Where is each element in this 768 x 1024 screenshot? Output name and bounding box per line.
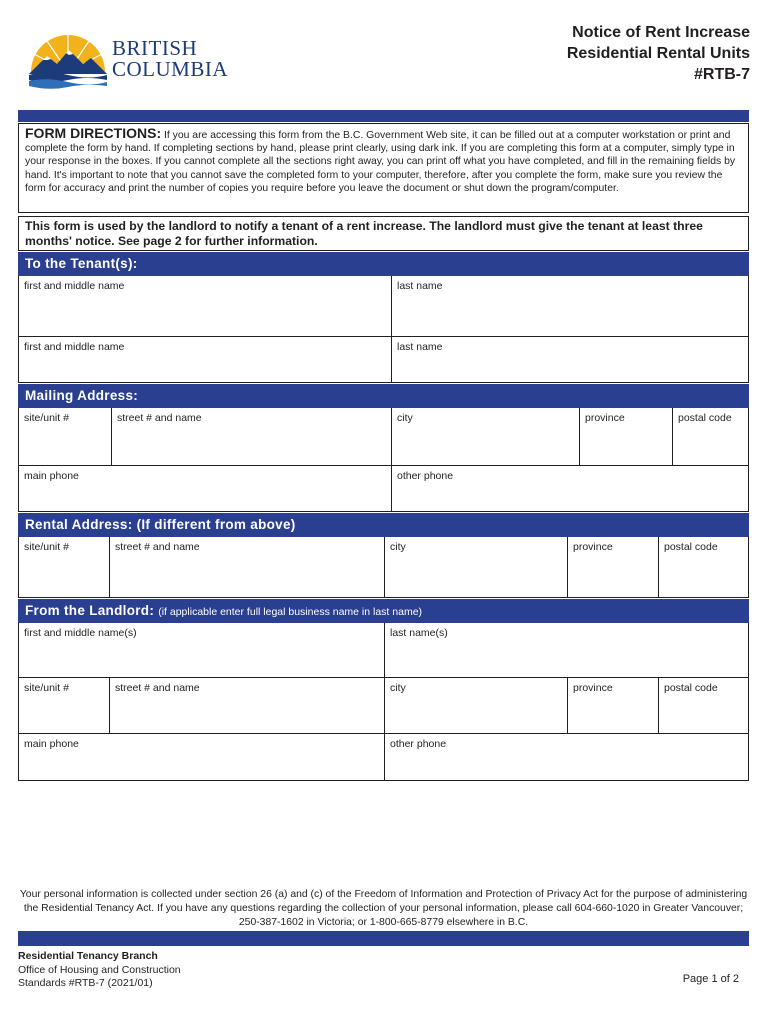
mailing-city-field[interactable] — [392, 408, 580, 465]
field-label: postal code — [678, 412, 732, 424]
logo-line-1: BRITISH — [112, 36, 198, 60]
tenant-1-first-middle-name-field[interactable] — [19, 276, 392, 336]
form-purpose-notice: This form is used by the landlord to notify a tenant of a rent increase. The landlord must give the tenant at least three months' notice. See page 2 for further information. — [18, 216, 749, 251]
mailing-site-unit-field[interactable] — [19, 408, 112, 465]
landlord-city-field[interactable] — [385, 678, 568, 733]
mailing-grid — [18, 408, 749, 512]
field-label: last name — [397, 280, 443, 292]
mailing-phone-row — [19, 466, 748, 512]
mailing-main-phone-field[interactable] — [19, 466, 392, 512]
tenant-2-last-name-field[interactable] — [392, 337, 748, 383]
landlord-postal-code-field[interactable] — [659, 678, 748, 733]
field-label: street # and name — [117, 412, 202, 424]
mailing-postal-code-field[interactable] — [673, 408, 748, 465]
field-label: province — [573, 541, 613, 553]
field-label: last name — [397, 341, 443, 353]
field-label: last name(s) — [390, 627, 448, 639]
field-label: city — [390, 682, 406, 694]
bottom-divider-bar — [18, 931, 749, 946]
rental-province-field[interactable] — [568, 537, 659, 598]
bc-logo — [25, 28, 265, 98]
privacy-statement: Your personal information is collected under section 26 (a) and (c) of the Freedom of Information and Protection of Privacy Act for the purpose of administering the Residential Tenancy Act. If you have any questions regarding the collection of your personal information, please call 604-660-1020 in Greater Vancouver; 250-387-1602 in Victoria; or 1-800-665-8779 elsewhere in B.C. — [19, 889, 748, 928]
title-line-1: Notice of Rent Increase — [572, 24, 750, 41]
rental-street-field[interactable] — [110, 537, 385, 598]
field-label: first and middle name(s) — [24, 627, 137, 639]
field-label: province — [585, 412, 625, 424]
mailing-other-phone-field[interactable] — [392, 466, 748, 512]
footer-info — [18, 950, 181, 991]
tenant-2-row — [19, 337, 748, 383]
field-label: first and middle name — [24, 341, 125, 353]
mailing-section-header — [18, 384, 749, 408]
landlord-phone-row — [19, 734, 748, 781]
field-label: postal code — [664, 541, 718, 553]
tenants-grid — [18, 276, 749, 383]
field-label: other phone — [390, 738, 447, 750]
landlord-province-field[interactable] — [568, 678, 659, 733]
field-label: city — [390, 541, 406, 553]
bc-sun-mountain-icon — [25, 32, 111, 92]
tenant-2-first-middle-name-field[interactable] — [19, 337, 392, 383]
mailing-street-field[interactable] — [112, 408, 392, 465]
form-title — [567, 22, 750, 85]
field-label: street # and name — [115, 541, 200, 553]
footer-standards: Standards #RTB-7 (2021/01) — [18, 977, 153, 989]
landlord-subheading: (if applicable enter full legal business name in last name) — [158, 606, 423, 618]
field-label: province — [573, 682, 613, 694]
landlord-grid — [18, 623, 749, 781]
tenants-heading: To the Tenant(s): — [25, 256, 138, 271]
landlord-section-header — [18, 599, 749, 623]
landlord-other-phone-field[interactable] — [385, 734, 748, 781]
rental-postal-code-field[interactable] — [659, 537, 748, 598]
rental-address-row — [19, 537, 748, 598]
form-directions — [18, 123, 749, 213]
tenant-1-last-name-field[interactable] — [392, 276, 748, 336]
landlord-heading: From the Landlord: — [25, 603, 155, 618]
directions-body: If you are accessing this form from the B.C. Government Web site, it can be filled out at a computer workstation or print and complete the form by hand. If completing sections by hand, please print clearly, using dark ink. If you are completing this form at a computer, simply type in your response in the boxes. If you cannot complete all the sections right away, you can print off what you have completed, and fill in the remaining fields by hand. It's important to note that you cannot save the completed form to your computer, therefore, after you complete the form, make sure you review the form for accuracy and print the number of copies you require before you leave the document or shut down the program/computer. — [25, 130, 736, 194]
tenant-1-row — [19, 276, 748, 337]
field-label: site/unit # — [24, 682, 69, 694]
landlord-address-row — [19, 678, 748, 734]
mailing-province-field[interactable] — [580, 408, 673, 465]
field-label: city — [397, 412, 413, 424]
field-label: postal code — [664, 682, 718, 694]
rental-section-header — [18, 513, 749, 537]
title-line-2: Residential Rental Units — [566, 45, 750, 62]
footer-branch: Residential Tenancy Branch — [18, 950, 158, 962]
top-divider-bar — [18, 110, 749, 122]
field-label: site/unit # — [24, 412, 69, 424]
landlord-main-phone-field[interactable] — [19, 734, 385, 781]
field-label: other phone — [397, 470, 454, 482]
rental-grid — [18, 537, 749, 598]
rental-city-field[interactable] — [385, 537, 568, 598]
logo-line-2: COLUMBIA — [112, 57, 229, 81]
field-label: site/unit # — [24, 541, 69, 553]
directions-heading: FORM DIRECTIONS: — [25, 125, 162, 141]
field-label: main phone — [24, 738, 79, 750]
field-label: main phone — [24, 470, 79, 482]
landlord-name-row — [19, 623, 748, 678]
footer-office: Office of Housing and Construction — [18, 963, 181, 976]
landlord-street-field[interactable] — [110, 678, 385, 733]
tenants-section-header — [18, 252, 749, 276]
title-line-3: #RTB-7 — [693, 66, 750, 83]
landlord-last-name-field[interactable] — [385, 623, 748, 677]
landlord-site-unit-field[interactable] — [19, 678, 110, 733]
rental-heading: Rental Address: (If different from above) — [25, 517, 296, 532]
rental-site-unit-field[interactable] — [19, 537, 110, 598]
page-number: Page 1 of 2 — [682, 973, 739, 985]
mailing-address-row — [19, 408, 748, 466]
field-label: first and middle name — [24, 280, 125, 292]
mailing-heading: Mailing Address: — [25, 388, 139, 403]
field-label: street # and name — [115, 682, 200, 694]
landlord-first-middle-name-field[interactable] — [19, 623, 385, 677]
